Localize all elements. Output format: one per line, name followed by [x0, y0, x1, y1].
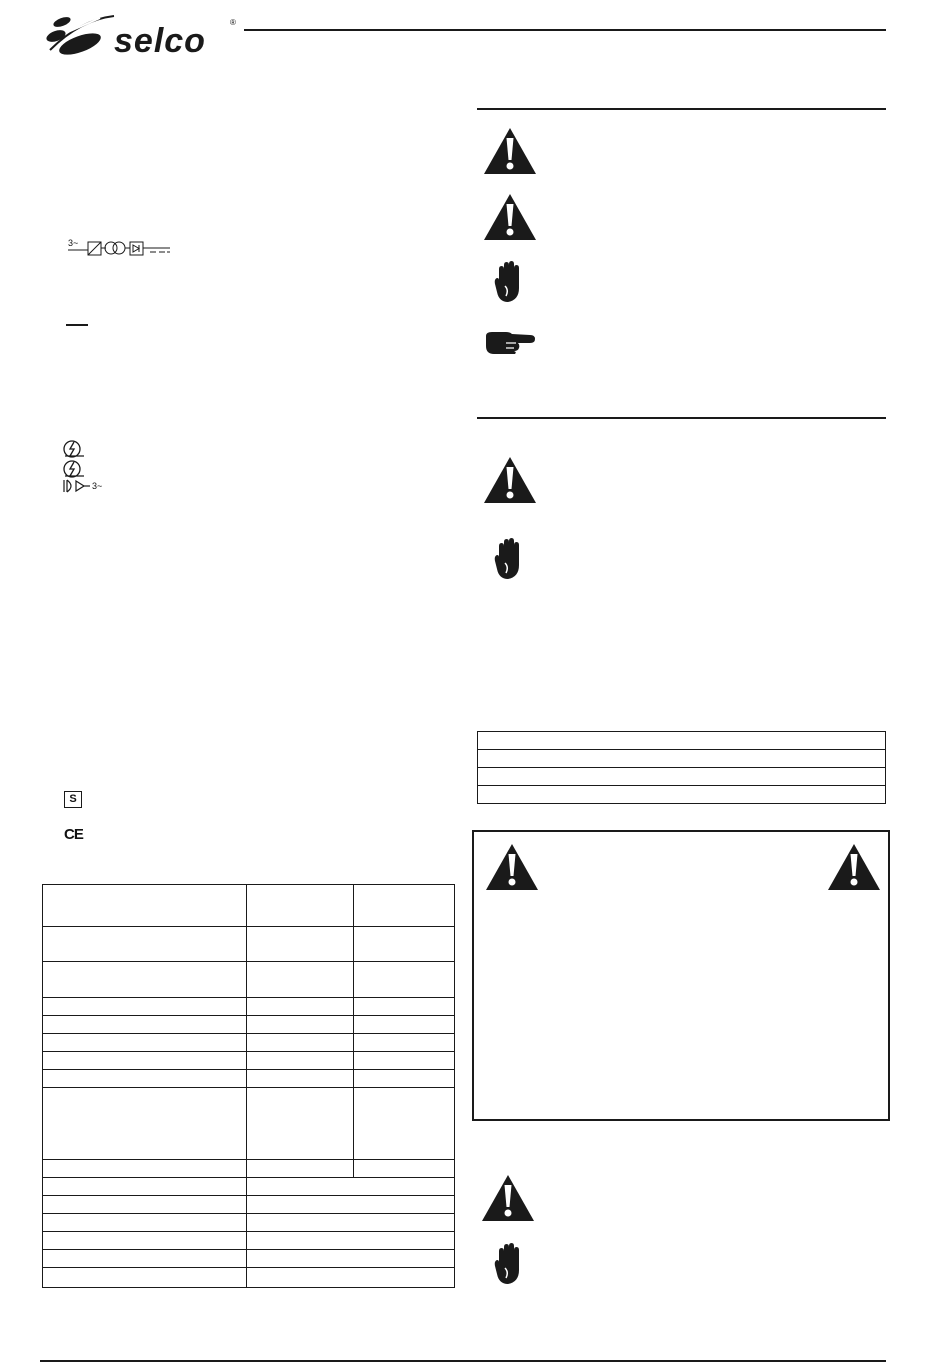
table-cell	[354, 1034, 455, 1052]
stop-hand-icon	[494, 537, 522, 581]
table-cell	[43, 1178, 247, 1196]
warning-frame	[472, 830, 890, 1121]
table-cell	[247, 1034, 354, 1052]
table-cell	[478, 768, 886, 786]
table-row	[43, 1250, 455, 1268]
supply-phase-label: 3~	[68, 238, 79, 248]
table-row	[478, 732, 886, 750]
table-row	[43, 1268, 455, 1288]
brand-name: selco	[114, 22, 206, 60]
section-rule-1	[477, 108, 886, 110]
table-row	[43, 1034, 455, 1052]
table-cell	[354, 962, 455, 998]
table-row	[43, 998, 455, 1016]
table-cell	[247, 1268, 455, 1288]
table-row	[43, 1088, 455, 1160]
table-cell	[43, 885, 247, 927]
table-cell	[247, 1178, 455, 1196]
table-cell	[247, 1016, 354, 1034]
table-cell	[43, 962, 247, 998]
table-cell	[43, 1052, 247, 1070]
table-row	[43, 1196, 455, 1214]
warning-triangle-icon	[484, 842, 540, 892]
table-cell	[354, 998, 455, 1016]
ce-mark: CE	[64, 826, 83, 843]
electrode-welding-icon	[62, 439, 86, 459]
table-row	[43, 1016, 455, 1034]
table-cell	[354, 1016, 455, 1034]
mains-phase-label: 3~	[92, 481, 103, 491]
table-cell	[43, 998, 247, 1016]
table-cell	[478, 732, 886, 750]
table-cell	[247, 962, 354, 998]
table-cell	[478, 750, 886, 768]
technical-data-table	[42, 884, 455, 1288]
table-cell	[43, 1070, 247, 1088]
table-cell	[354, 1088, 455, 1160]
table-cell	[354, 1070, 455, 1088]
table-row	[43, 927, 455, 962]
table-cell	[43, 1160, 247, 1178]
logo-swoosh-icon	[40, 10, 120, 60]
table-cell	[247, 1196, 455, 1214]
table-cell	[354, 1052, 455, 1070]
table-cell	[43, 1088, 247, 1160]
warning-triangle-icon	[480, 1173, 536, 1223]
table-cell	[478, 786, 886, 804]
mains-input-symbol	[62, 478, 122, 494]
warning-triangle-icon	[482, 455, 538, 505]
table-row	[43, 885, 455, 927]
dc-symbol	[66, 324, 88, 326]
table-row	[478, 768, 886, 786]
warning-triangle-icon	[826, 842, 882, 892]
section-rule-2	[477, 417, 886, 419]
stop-hand-icon	[494, 1242, 522, 1286]
header-rule	[244, 29, 886, 31]
table-cell	[43, 1232, 247, 1250]
table-row	[43, 962, 455, 998]
table-cell	[247, 1232, 455, 1250]
table-row	[43, 1214, 455, 1232]
table-cell	[43, 1016, 247, 1034]
pointing-hand-icon	[484, 330, 536, 356]
inverter-block-icon	[66, 236, 176, 258]
table-row	[43, 1232, 455, 1250]
power-source-diagram	[66, 236, 176, 258]
table-cell	[247, 1160, 354, 1178]
table-cell	[43, 1196, 247, 1214]
table-cell	[247, 1214, 455, 1232]
s-safety-mark: S	[64, 791, 82, 808]
table-cell	[247, 998, 354, 1016]
plug-icon	[62, 478, 96, 494]
table-row	[43, 1160, 455, 1178]
table-cell	[247, 1070, 354, 1088]
table-cell	[43, 1250, 247, 1268]
selco-logo	[40, 10, 240, 60]
warning-triangle-icon	[482, 126, 538, 176]
table-row	[478, 750, 886, 768]
table-row	[43, 1052, 455, 1070]
table-cell	[354, 1160, 455, 1178]
registered-mark: ®	[230, 18, 236, 27]
table-cell	[354, 885, 455, 927]
table-cell	[43, 927, 247, 962]
warning-triangle-icon	[482, 192, 538, 242]
stop-hand-icon	[494, 260, 522, 304]
table-row	[478, 786, 886, 804]
small-info-table	[477, 731, 886, 804]
table-cell	[354, 927, 455, 962]
footer-rule	[40, 1360, 886, 1362]
table-row	[43, 1070, 455, 1088]
table-cell	[43, 1268, 247, 1288]
tig-welding-icon	[62, 459, 86, 479]
table-row	[43, 1178, 455, 1196]
table-cell	[247, 1250, 455, 1268]
table-cell	[247, 927, 354, 962]
table-cell	[247, 1052, 354, 1070]
table-cell	[247, 1088, 354, 1160]
table-cell	[43, 1214, 247, 1232]
table-cell	[247, 885, 354, 927]
table-cell	[43, 1034, 247, 1052]
